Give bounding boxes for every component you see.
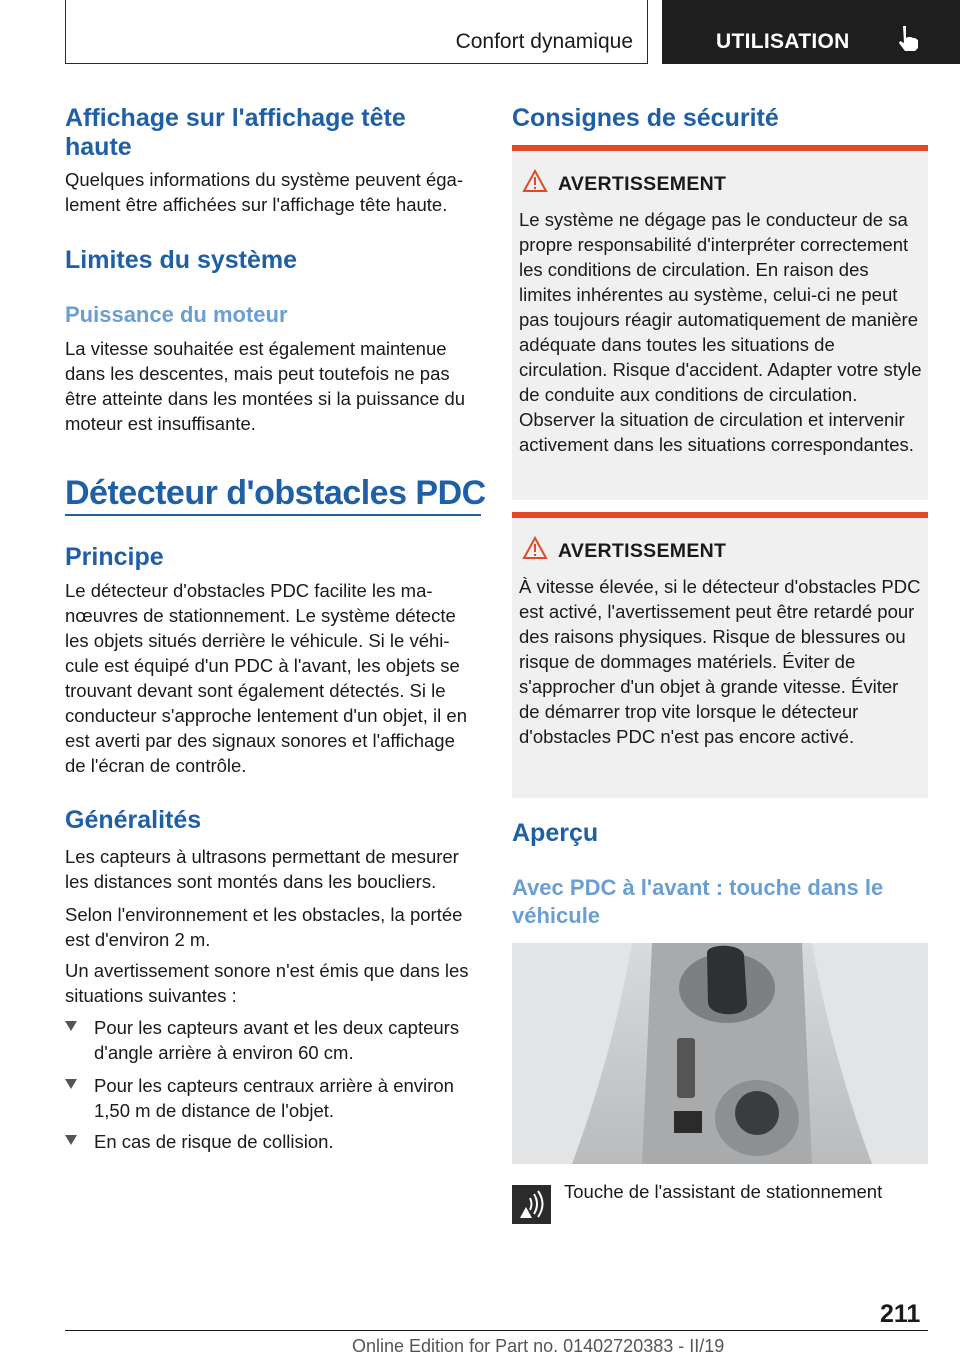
- photo-caption: Touche de l'assistant de stationnement: [564, 1181, 883, 1202]
- heading-affichage: Affichage sur l'affichage tête haute: [65, 104, 406, 161]
- paragraph-principe: Le détecteur d'obstacles PDC facilite les manœuvres de stationnement. Le système détecte les objets situés derrière le véhicule. Si le véhicule est équipé d'un PDC à l'avant, les objets se trouvant devant sont également détectés. Si le conducteur s'approche lentement d'un objet, il en est averti par des signaux sonores et l'affichage de l'écran de contrôle.: [65, 580, 467, 776]
- list-item: En cas de risque de collision.: [65, 1129, 477, 1154]
- vehicle-console-photo: [512, 943, 928, 1164]
- heading-consignes: Consignes de sécurité: [512, 104, 779, 132]
- list-item: Pour les capteurs avant et les deux capteurs d'angle arrière à environ 60 cm.: [65, 1015, 477, 1065]
- triangle-bullet-icon: [65, 1079, 77, 1089]
- header-section-box: [65, 0, 648, 64]
- paragraph-affichage: Quelques informations du système peuvent également être affichées sur l'affichage tête haute.: [65, 169, 463, 215]
- heading-generalites: Généralités: [65, 806, 202, 834]
- heading-principe: Principe: [65, 543, 164, 571]
- heading-puissance: Puissance du moteur: [65, 302, 288, 327]
- warning-box-1: [512, 145, 928, 500]
- heading-avec-pdc: Avec PDC à l'avant : touche dans le véhicule: [512, 875, 884, 928]
- warning-triangle-icon: [522, 536, 548, 560]
- heading-rule: [65, 514, 481, 516]
- warning-title: AVERTISSEMENT: [558, 540, 727, 562]
- header-chapter-tab: [662, 0, 960, 64]
- paragraph-generalites-3: Un avertissement sonore n'est émis que dans les situations suivantes :: [65, 960, 469, 1006]
- warning-triangle-icon: [522, 169, 548, 193]
- heading-apercu: Aperçu: [512, 819, 599, 847]
- parking-assistant-button-icon: [512, 1185, 551, 1224]
- footer-edition: Online Edition for Part no. 01402720383 - II/19: [352, 1336, 725, 1356]
- paragraph-generalites-2: Selon l'environnement et les obstacles, la portée est d'environ 2 m.: [65, 904, 463, 950]
- hand-pointer-icon: [894, 24, 922, 52]
- warning-body: Le système ne dégage pas le conducteur de sa propre responsabilité d'interpréter correctement les conditions de circulation. En raison des limites inhérentes au système, celui-ci ne peut pas toujours réagir automatiquement de manière adéquate dans toutes les situations de circulation. Risque d'accident. Adapter votre style de conduite aux conditions de circulation. Observer la situation de circulation et intervenir activement dans les situations correspondantes.: [519, 209, 922, 455]
- triangle-bullet-icon: [65, 1021, 77, 1031]
- heading-detecteur: Détecteur d'obstacles PDC: [65, 474, 486, 512]
- warning-title: AVERTISSEMENT: [558, 173, 727, 195]
- paragraph-generalites-1: Les capteurs à ultrasons permettant de mesurer les distances sont montés dans les boucliers.: [65, 846, 459, 892]
- paragraph-puissance: La vitesse souhaitée est également maintenue dans les descentes, mais peut toutefois ne pas être atteinte dans les montées si la puissance du moteur est insuffisante.: [65, 338, 466, 434]
- triangle-bullet-icon: [65, 1135, 77, 1145]
- page-number: 211: [880, 1300, 921, 1328]
- heading-limites: Limites du système: [65, 246, 298, 274]
- header-section-title: Confort dynamique: [455, 30, 633, 53]
- header-chapter-title: UTILISATION: [716, 30, 850, 53]
- warning-body: À vitesse élevée, si le détecteur d'obstacles PDC est activé, l'avertissement peut être retardé pour des raisons physiques. Risque de blessures ou risque de dommages matériels. Éviter de s'approcher d'un objet à grande vitesse. Éviter de démarrer trop vite lorsque le détecteur d'obstacles PDC n'est pas encore activé.: [519, 576, 921, 747]
- warning-box-2: [512, 512, 928, 798]
- footer-rule: [65, 1330, 928, 1331]
- list-item: Pour les capteurs centraux arrière à environ 1,50 m de distance de l'objet.: [65, 1073, 477, 1123]
